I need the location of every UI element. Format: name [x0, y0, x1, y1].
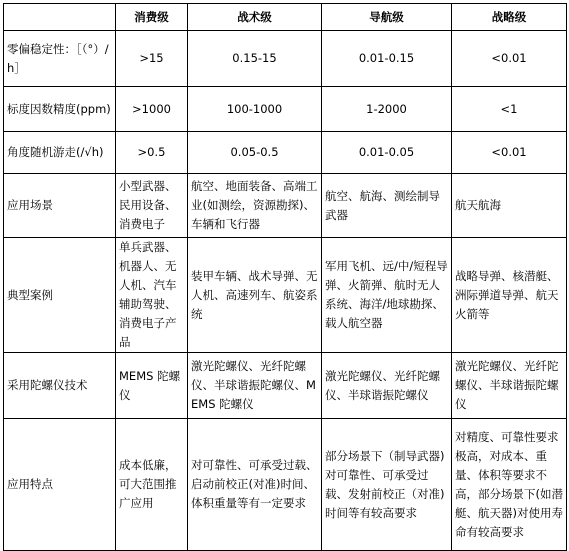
row-label: 应用场景	[4, 174, 116, 238]
gyro-grade-table	[3, 3, 567, 551]
table-cell: 航空、地面装备、高端工业(如测绘，资源勘探)、车辆和飞行器	[188, 174, 322, 238]
table-cell: 部分场景下（制导武器)对可靠性、可承受过载、发射前校正（对准)时间等有较高要求	[322, 419, 452, 551]
table-cell: 小型武器、民用设备、消费电子	[116, 174, 188, 238]
row-label: 标度因数精度(ppm)	[4, 87, 116, 132]
table-cell: >0.5	[116, 132, 188, 174]
table-cell: 对可靠性、可承受过载、启动前校正(对准)时间、体积重量等有一定要求	[188, 419, 322, 551]
table-cell: 0.15-15	[188, 31, 322, 87]
table-cell: >1000	[116, 87, 188, 132]
table-cell: <0.01	[452, 31, 567, 87]
table-cell: 激光陀螺仪、光纤陀螺仪、半球谐振陀螺仪	[322, 353, 452, 419]
row-label: 应用特点	[4, 419, 116, 551]
table-cell: 激光陀螺仪、光纤陀螺仪、半球谐振陀螺仪、MEMS 陀螺仪	[188, 353, 322, 419]
table-cell: 0.05-0.5	[188, 132, 322, 174]
table-cell: 成本低廉，可大范围推广应用	[116, 419, 188, 551]
table-cell: 对精度、可靠性要求极高，对成本、重量、体积等要求不高，部分场景下(如潜艇、航天器)对使用寿命有较高要求	[452, 419, 567, 551]
header-corner	[4, 4, 116, 31]
header-consumer-grade: 消费级	[116, 4, 188, 31]
table-cell: <1	[452, 87, 567, 132]
row-application-scenario	[4, 174, 567, 238]
table-cell: <0.01	[452, 132, 567, 174]
row-typical-cases	[4, 238, 567, 353]
row-label: 零偏稳定性：［（°）/h］	[4, 31, 116, 87]
table-cell: 航天航海	[452, 174, 567, 238]
row-gyro-technology	[4, 353, 567, 419]
table-cell: 战略导弹、核潜艇、洲际弹道导弹、航天火箭等	[452, 238, 567, 353]
row-bias-stability	[4, 31, 567, 87]
row-angle-random-walk	[4, 132, 567, 174]
header-tactical-grade: 战术级	[188, 4, 322, 31]
header-strategic-grade: 战略级	[452, 4, 567, 31]
header-row	[4, 4, 567, 31]
row-application-features	[4, 419, 567, 551]
table-cell: >15	[116, 31, 188, 87]
table-cell: MEMS 陀螺仪	[116, 353, 188, 419]
row-scale-factor	[4, 87, 567, 132]
table-cell: 军用飞机、远/中/短程导弹、火箭弹、航时无人系统、海洋/地球勘探、载人航空器	[322, 238, 452, 353]
table-cell: 0.01-0.15	[322, 31, 452, 87]
table-cell: 航空、航海、测绘制导武器	[322, 174, 452, 238]
table-cell: 装甲车辆、战术导弹、无人机、高速列车、航姿系统	[188, 238, 322, 353]
row-label: 采用陀螺仪技术	[4, 353, 116, 419]
table-cell: 100-1000	[188, 87, 322, 132]
table-cell: 0.01-0.05	[322, 132, 452, 174]
row-label: 典型案例	[4, 238, 116, 353]
row-label: 角度随机游走(/√h)	[4, 132, 116, 174]
table-cell: 1-2000	[322, 87, 452, 132]
table-cell: 激光陀螺仪、光纤陀螺仪、半球谐振陀螺仪	[452, 353, 567, 419]
header-navigation-grade: 导航级	[322, 4, 452, 31]
table-cell: 单兵武器、机器人、无人机、汽车辅助驾驶、消费电子产品	[116, 238, 188, 353]
